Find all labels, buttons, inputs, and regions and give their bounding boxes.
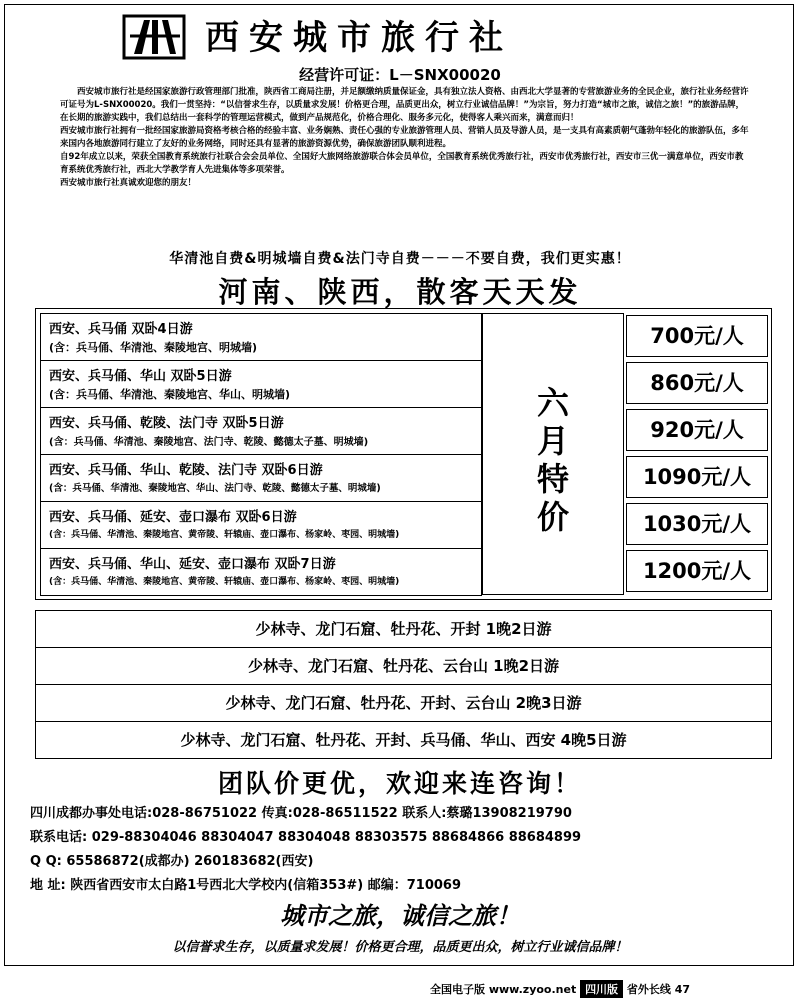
tour-price: 860元/人: [626, 362, 768, 404]
tour-name: 西安、兵马俑、华山 双卧5日游: [49, 369, 232, 384]
tour-name: 西安、兵马俑 双卧4日游: [49, 322, 193, 337]
promo-line: 华清池自费&明城墙自费&法门寺自费－－－不要自费，我们更实惠！: [169, 251, 631, 267]
tour-row: [40, 454, 482, 502]
group-price-headline: 团队价更优，欢迎来连咨询！: [217, 769, 582, 798]
tour-includes: (含：兵马俑、华清池、秦陵地宫、黄帝陵、轩辕庙、壶口瀑布、杨家岭、枣园、明城墙): [49, 577, 400, 587]
footer-section: 省外长线: [626, 983, 671, 996]
special-char: 特: [536, 460, 569, 498]
tour-row: [40, 407, 482, 455]
special-char: 价: [536, 498, 569, 536]
special-char: 月: [536, 422, 569, 460]
company-logo-icon: [122, 14, 186, 60]
tour-includes: (含：兵马俑、华清池、秦陵地宫、法门寺、乾陵、懿德太子墓、明城墙): [49, 437, 369, 448]
tour-name: 西安、兵马俑、乾陵、法门寺 双卧5日游: [49, 416, 284, 431]
tour-row: [40, 313, 482, 361]
tour-includes: (含：兵马俑、华清池、秦陵地宫、华山、明城墙): [49, 388, 291, 401]
qq-numbers: Q Q: 65586872(成都办) 260183682(西安): [30, 854, 314, 869]
shaolin-tour: 少林寺、龙门石窟、牡丹花、开封、云台山 2晚3日游: [35, 684, 772, 722]
motto: 以信誉求生存，以质量求发展！价格更合理，品质更出众，树立行业诚信品牌！: [172, 940, 628, 955]
banner-headline: 河南、陕西，散客天天发: [218, 275, 582, 309]
footer-edition: 四川版: [580, 980, 623, 998]
company-name: 西安城市旅行社: [205, 18, 513, 58]
footer-page-number: 47: [674, 983, 691, 996]
tour-includes: (含：兵马俑、华清池、秦陵地宫、华山、法门寺、乾陵、懿德太子墓、明城墙): [49, 483, 381, 494]
tour-price: 1090元/人: [626, 456, 768, 498]
header: [0, 12, 800, 64]
slogan: 城市之旅，诚信之旅！: [280, 901, 520, 930]
tour-price-table: [35, 308, 772, 600]
page-footer: [430, 980, 690, 998]
tour-row: [40, 501, 482, 549]
phone-numbers: 联系电话: 029-88304046 88304047 88304048 88303575 88684866 88684899: [30, 830, 582, 845]
tour-name: 西安、兵马俑、华山、延安、壶口瀑布 双卧7日游: [49, 557, 336, 572]
june-special-label: [482, 313, 624, 595]
tour-row: [40, 360, 482, 408]
chengdu-office-contact: 四川成都办事处电话:028-86751022 传真:028-86511522 联系人:蔡璐13908219790: [30, 806, 572, 821]
tour-price: 920元/人: [626, 409, 768, 451]
tour-includes: (含：兵马俑、华清池、秦陵地宫、黄帝陵、轩辕庙、壶口瀑布、杨家岭、枣园、明城墙): [49, 530, 400, 540]
tour-name: 西安、兵马俑、延安、壶口瀑布 双卧6日游: [49, 510, 297, 525]
shaolin-tour: 少林寺、龙门石窟、牡丹花、开封 1晚2日游: [35, 610, 772, 648]
tour-name: 西安、兵马俑、华山、乾陵、法门寺 双卧6日游: [49, 463, 323, 478]
license-number: 经营许可证：L－SNX00020: [299, 66, 501, 84]
tour-price: 700元/人: [626, 315, 768, 357]
tour-includes: (含：兵马俑、华清池、秦陵地宫、明城墙): [49, 341, 258, 354]
tour-price: 1030元/人: [626, 503, 768, 545]
special-char: 六: [536, 384, 569, 422]
shaolin-tour: 少林寺、龙门石窟、牡丹花、云台山 1晚2日游: [35, 647, 772, 685]
footer-site: 全国电子版 www.zyoo.net: [430, 983, 577, 996]
tour-price: 1200元/人: [626, 550, 768, 592]
shaolin-tour: 少林寺、龙门石窟、牡丹花、开封、兵马俑、华山、西安 4晚5日游: [35, 721, 772, 759]
address: 地 址: 陕西省西安市太白路1号西北大学校内(信箱353#) 邮编：710069: [30, 878, 462, 893]
tour-row: [40, 548, 482, 596]
company-intro: 西安城市旅行社是经国家旅游行政管理部门批准，陕西省工商局注册，并足额缴纳质量保证金，具有独立法人资格、由西北大学显著的专营旅游业务的全民企业，旅行社业务经营许可证号为L-SNX00020。我们一贯坚持：“以信誉求生存，以质量求发展！价格更合理，品质更出众，树立行业诚信品牌！”为宗旨，努力打造“城市之旅，诚信之旅！”的旅游品牌，在长期的旅游实践中，我们总结出一套科学的管理运营模式，做到产品规范化，价格合理化、服务多元化，使得客人乘兴而来，满意而归！ 西安城市旅行社拥有一批经国家旅游局资格考核合格的经验丰富、业务娴熟、责任心强的专业旅游管理人员、营销人员及导游人员，是一支具有高素质朝气蓬勃年轻化的旅游队伍，多年来国内各地旅游同行建立了友好的业务网络，同时还具有显著的旅游资源优势，确保旅游团队顺利进程。 自92年成立以来，荣获全国教育系统旅行社联合会会员单位、全国好大旅网络旅游联合体会员单位，全国教育系统优秀旅行社，西安市优秀旅行社，西安市三优一满意单位，西安市教育系统优秀旅行社，西北大学教学育人先进集体等多项荣誉。 西安城市旅行社真诚欢迎您的朋友！: [60, 87, 749, 188]
